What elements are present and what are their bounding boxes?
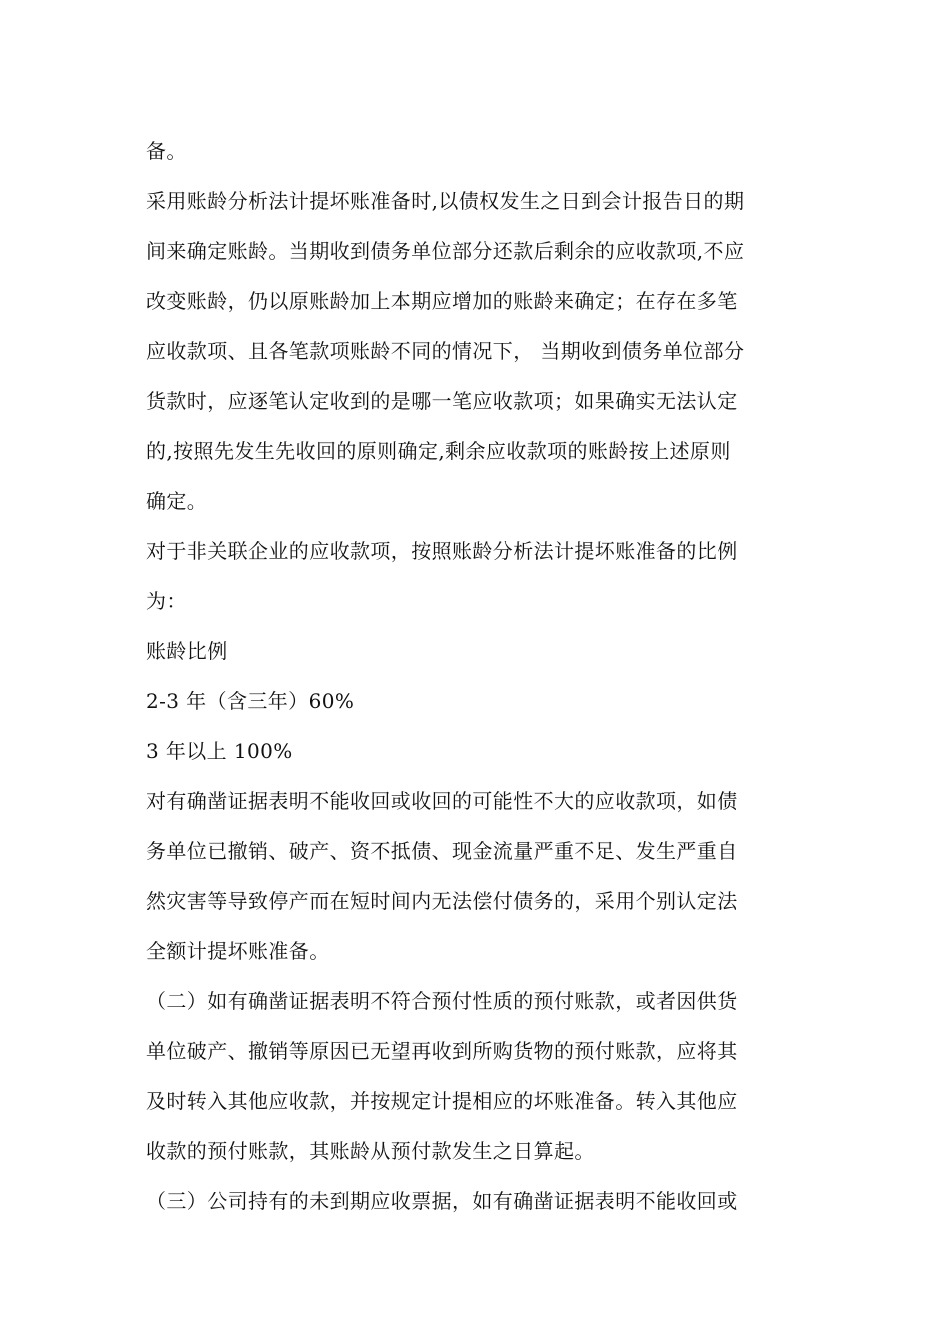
text-line: 收款的预付账款，其账龄从预付款发生之日算起。 bbox=[146, 1139, 595, 1163]
text-line: 对有确凿证据表明不能收回或收回的可能性不大的应收款项，如债 bbox=[146, 789, 738, 813]
text-line: 单位破产、撤销等原因已无望再收到所购货物的预付账款，应将其 bbox=[146, 1039, 738, 1063]
text-line: 间来确定账龄。当期收到债务单位部分还款后剩余的应收款项,不应 bbox=[146, 239, 745, 263]
text-line: 及时转入其他应收款，并按规定计提相应的坏账准备。转入其他应 bbox=[146, 1089, 738, 1113]
text-line: 备。 bbox=[146, 139, 187, 163]
text-line: 应收款项、且各笔款项账龄不同的情况下， 当期收到债务单位部分 bbox=[146, 339, 745, 363]
text-line: 对于非关联企业的应收款项，按照账龄分析法计提坏账准备的比例 bbox=[146, 539, 738, 563]
text-line: 3 年以上 100% bbox=[146, 739, 293, 763]
text-line: 的,按照先发生先收回的原则确定,剩余应收款项的账龄按上述原则 bbox=[146, 439, 731, 463]
text-line: 为： bbox=[146, 589, 187, 613]
text-line: 确定。 bbox=[146, 489, 208, 513]
text-line: （二）如有确凿证据表明不符合预付性质的预付账款，或者因供货 bbox=[146, 989, 738, 1013]
text-line: 采用账龄分析法计提坏账准备时,以债权发生之日到会计报告日的期 bbox=[146, 189, 745, 213]
text-line: 全额计提坏账准备。 bbox=[146, 939, 330, 963]
text-line: 货款时，应逐笔认定收到的是哪一笔应收款项；如果确实无法认定 bbox=[146, 389, 738, 413]
text-line: 账龄比例 bbox=[146, 639, 228, 663]
text-line: （三）公司持有的未到期应收票据，如有确凿证据表明不能收回或 bbox=[146, 1189, 738, 1213]
text-line: 然灾害等导致停产而在短时间内无法偿付债务的，采用个别认定法 bbox=[146, 889, 738, 913]
text-line: 2-3 年（含三年）60% bbox=[146, 689, 355, 713]
text-line: 改变账龄，仍以原账龄加上本期应增加的账龄来确定；在存在多笔 bbox=[146, 289, 738, 313]
text-line: 务单位已撤销、破产、资不抵债、现金流量严重不足、发生严重自 bbox=[146, 839, 738, 863]
